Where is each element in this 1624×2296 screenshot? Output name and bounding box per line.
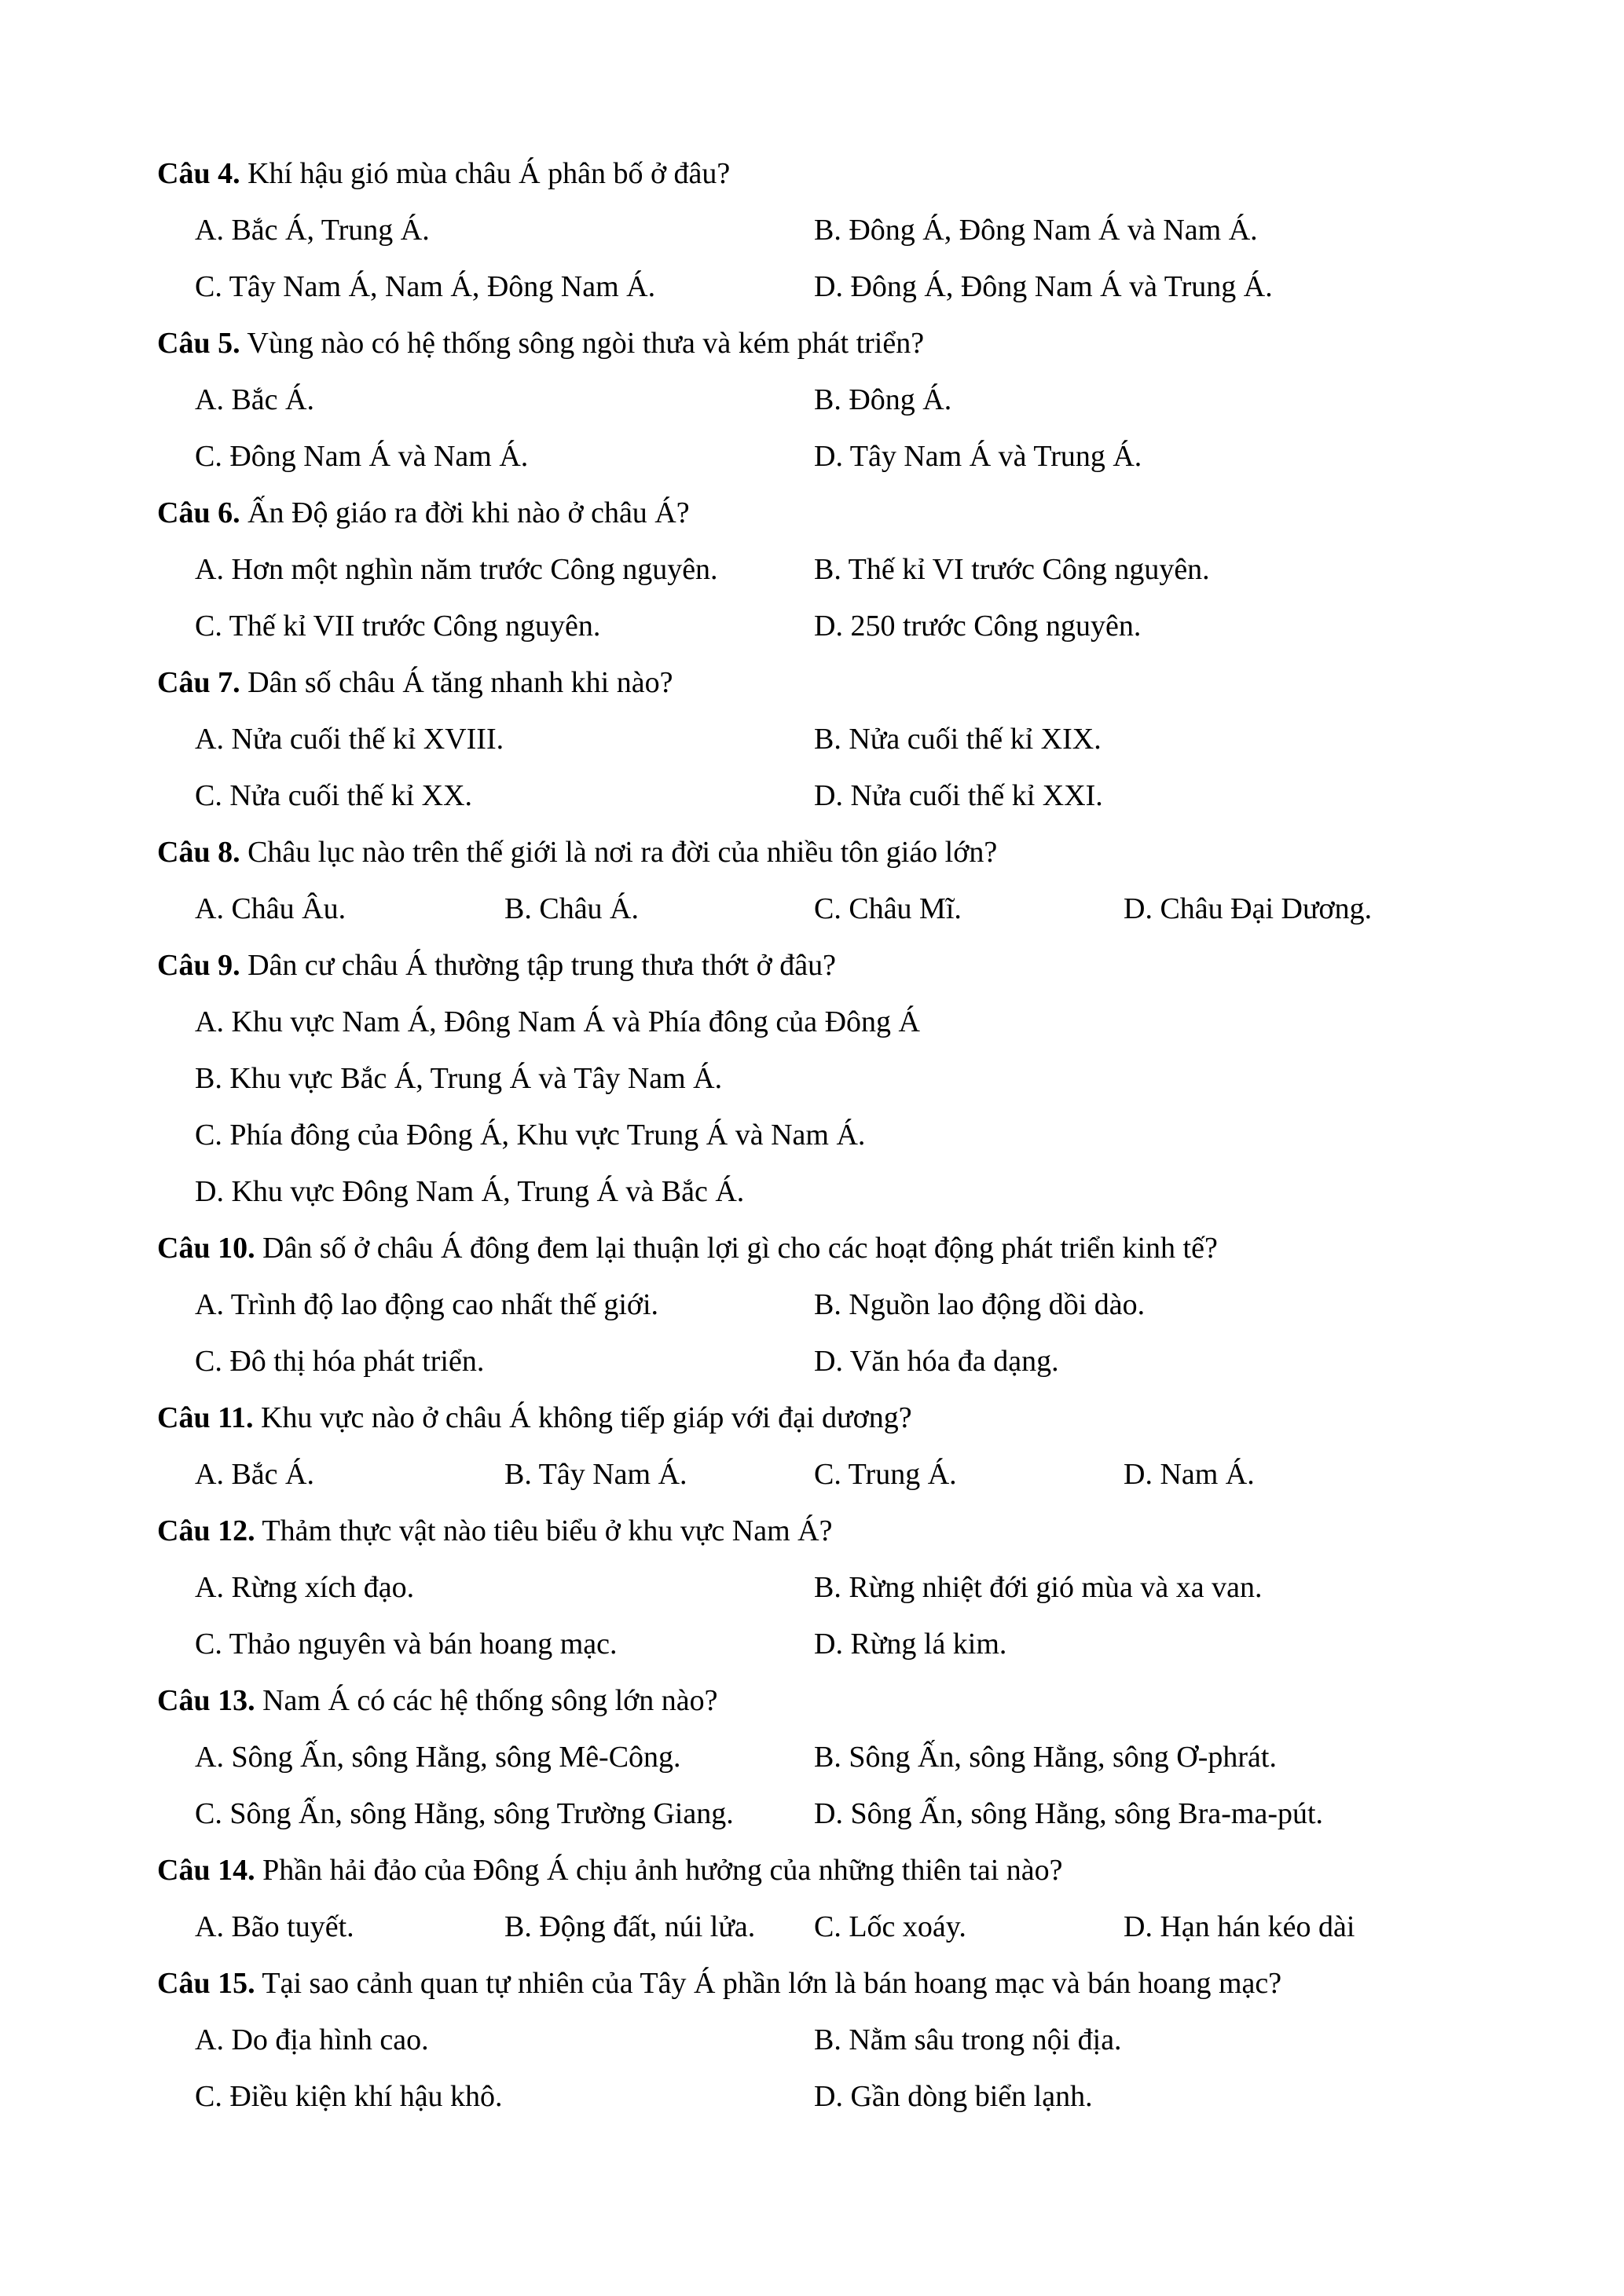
option-c: C. Thế kỉ VII trước Công nguyên. bbox=[195, 610, 601, 643]
option-b: B. Rừng nhiệt đới gió mùa và xa van. bbox=[814, 1571, 1263, 1604]
question-number: Câu 9. bbox=[157, 949, 240, 982]
option-b: B. Khu vực Bắc Á, Trung Á và Tây Nam Á. bbox=[195, 1062, 723, 1095]
option-b: B. Nguồn lao động dồi dào. bbox=[814, 1288, 1146, 1321]
option-c: C. Thảo nguyên và bán hoang mạc. bbox=[195, 1628, 618, 1661]
question-number: Câu 11. bbox=[157, 1401, 254, 1434]
question-number: Câu 7. bbox=[157, 666, 240, 699]
option-c: C. Phía đông của Đông Á, Khu vực Trung Á và Nam Á. bbox=[195, 1119, 866, 1152]
question-text: Thảm thực vật nào tiêu biểu ở khu vực Nam Á? bbox=[255, 1514, 833, 1547]
question-number: Câu 4. bbox=[157, 157, 240, 190]
option-d: D. 250 trước Công nguyên. bbox=[814, 610, 1142, 643]
question-stem bbox=[157, 1220, 1218, 1276]
question-text: Tại sao cảnh quan tự nhiên của Tây Á phần lớn là bán hoang mạc và bán hoang mạc? bbox=[255, 1967, 1282, 2000]
question-14 bbox=[157, 1842, 1493, 1955]
option-d: D. Rừng lá kim. bbox=[814, 1628, 1007, 1661]
question-number: Câu 15. bbox=[157, 1967, 255, 2000]
question-12 bbox=[157, 1503, 1493, 1672]
question-stem bbox=[157, 1390, 912, 1446]
option-a: A. Rừng xích đạo. bbox=[195, 1571, 415, 1604]
question-text: Dân số châu Á tăng nhanh khi nào? bbox=[240, 666, 673, 699]
question-4 bbox=[157, 145, 1493, 315]
question-9 bbox=[157, 937, 1493, 1220]
option-d: D. Tây Nam Á và Trung Á. bbox=[814, 440, 1142, 473]
option-c: C. Lốc xoáy. bbox=[814, 1910, 966, 1943]
option-d: D. Hạn hán kéo dài bbox=[1124, 1910, 1355, 1943]
option-a: A. Bắc Á. bbox=[195, 1458, 314, 1491]
question-number: Câu 8. bbox=[157, 836, 240, 869]
option-c: C. Đông Nam Á và Nam Á. bbox=[195, 440, 529, 473]
option-c: C. Nửa cuối thế kỉ XX. bbox=[195, 779, 473, 812]
option-a: A. Bắc Á, Trung Á. bbox=[195, 214, 430, 247]
question-number: Câu 13. bbox=[157, 1684, 255, 1717]
option-d: D. Nam Á. bbox=[1124, 1458, 1255, 1491]
question-stem bbox=[157, 485, 690, 541]
question-stem bbox=[157, 1842, 1063, 1899]
question-text: Châu lục nào trên thế giới là nơi ra đời của nhiều tôn giáo lớn? bbox=[240, 836, 998, 869]
option-d: D. Nửa cuối thế kỉ XXI. bbox=[814, 779, 1103, 812]
question-text: Phần hải đảo của Đông Á chịu ảnh hưởng của những thiên tai nào? bbox=[255, 1854, 1063, 1887]
option-a: A. Nửa cuối thế kỉ XVIII. bbox=[195, 723, 504, 756]
question-15 bbox=[157, 1955, 1493, 2125]
question-11 bbox=[157, 1390, 1493, 1503]
question-number: Câu 10. bbox=[157, 1232, 255, 1265]
option-d: D. Châu Đại Dương. bbox=[1124, 892, 1373, 925]
question-text: Khí hậu gió mùa châu Á phân bố ở đâu? bbox=[240, 157, 731, 190]
option-b: B. Châu Á. bbox=[504, 892, 639, 925]
option-b: B. Thế kỉ VI trước Công nguyên. bbox=[814, 553, 1210, 586]
option-d: D. Khu vực Đông Nam Á, Trung Á và Bắc Á. bbox=[195, 1175, 745, 1208]
option-b: B. Nửa cuối thế kỉ XIX. bbox=[814, 723, 1102, 756]
question-text: Vùng nào có hệ thống sông ngòi thưa và kém phát triển? bbox=[240, 327, 925, 360]
question-number: Câu 5. bbox=[157, 327, 240, 360]
option-d: D. Đông Á, Đông Nam Á và Trung Á. bbox=[814, 270, 1273, 303]
option-d: D. Văn hóa đa dạng. bbox=[814, 1345, 1059, 1378]
option-a: A. Trình độ lao động cao nhất thế giới. bbox=[195, 1288, 659, 1321]
option-a: A. Bão tuyết. bbox=[195, 1910, 354, 1943]
question-number: Câu 14. bbox=[157, 1854, 255, 1887]
question-8 bbox=[157, 824, 1493, 937]
option-a: A. Sông Ấn, sông Hằng, sông Mê-Công. bbox=[195, 1741, 681, 1774]
question-text: Khu vực nào ở châu Á không tiếp giáp với đại dương? bbox=[253, 1401, 912, 1434]
question-stem bbox=[157, 937, 836, 994]
option-b: B. Đông Á, Đông Nam Á và Nam Á. bbox=[814, 214, 1258, 247]
option-a: A. Châu Âu. bbox=[195, 892, 346, 925]
option-b: B. Tây Nam Á. bbox=[504, 1458, 687, 1491]
option-b: B. Nằm sâu trong nội địa. bbox=[814, 2023, 1122, 2056]
option-a: A. Hơn một nghìn năm trước Công nguyên. bbox=[195, 553, 718, 586]
question-stem bbox=[157, 315, 924, 372]
option-a: A. Khu vực Nam Á, Đông Nam Á và Phía đông của Đông Á bbox=[195, 1005, 920, 1038]
question-10 bbox=[157, 1220, 1493, 1390]
question-stem bbox=[157, 145, 730, 202]
question-stem bbox=[157, 1503, 832, 1559]
option-c: C. Châu Mĩ. bbox=[814, 892, 962, 925]
option-c: C. Đô thị hóa phát triển. bbox=[195, 1345, 485, 1378]
question-7 bbox=[157, 654, 1493, 824]
question-text: Nam Á có các hệ thống sông lớn nào? bbox=[255, 1684, 718, 1717]
option-b: B. Đông Á. bbox=[814, 383, 952, 416]
option-b: B. Động đất, núi lửa. bbox=[504, 1910, 756, 1943]
question-5 bbox=[157, 315, 1493, 485]
question-number: Câu 12. bbox=[157, 1514, 255, 1547]
question-stem bbox=[157, 1672, 717, 1729]
option-c: C. Trung Á. bbox=[814, 1458, 957, 1491]
question-text: Ấn Độ giáo ra đời khi nào ở châu Á? bbox=[240, 496, 690, 529]
question-6 bbox=[157, 485, 1493, 654]
question-text: Dân số ở châu Á đông đem lại thuận lợi gì cho các hoạt động phát triển kinh tế? bbox=[255, 1232, 1218, 1265]
option-c: C. Điều kiện khí hậu khô. bbox=[195, 2080, 503, 2113]
question-text: Dân cư châu Á thường tập trung thưa thớt ở đâu? bbox=[240, 949, 836, 982]
option-c: C. Tây Nam Á, Nam Á, Đông Nam Á. bbox=[195, 270, 656, 303]
option-d: D. Sông Ấn, sông Hằng, sông Bra-ma-pút. bbox=[814, 1797, 1324, 1830]
option-a: A. Do địa hình cao. bbox=[195, 2023, 429, 2056]
question-stem bbox=[157, 1955, 1281, 2012]
option-d: D. Gần dòng biển lạnh. bbox=[814, 2080, 1093, 2113]
question-number: Câu 6. bbox=[157, 496, 240, 529]
option-b: B. Sông Ấn, sông Hằng, sông Ơ-phrát. bbox=[814, 1741, 1277, 1774]
question-13 bbox=[157, 1672, 1493, 1842]
option-a: A. Bắc Á. bbox=[195, 383, 314, 416]
question-stem bbox=[157, 824, 997, 881]
question-stem bbox=[157, 654, 673, 711]
option-c: C. Sông Ấn, sông Hằng, sông Trường Giang. bbox=[195, 1797, 734, 1830]
